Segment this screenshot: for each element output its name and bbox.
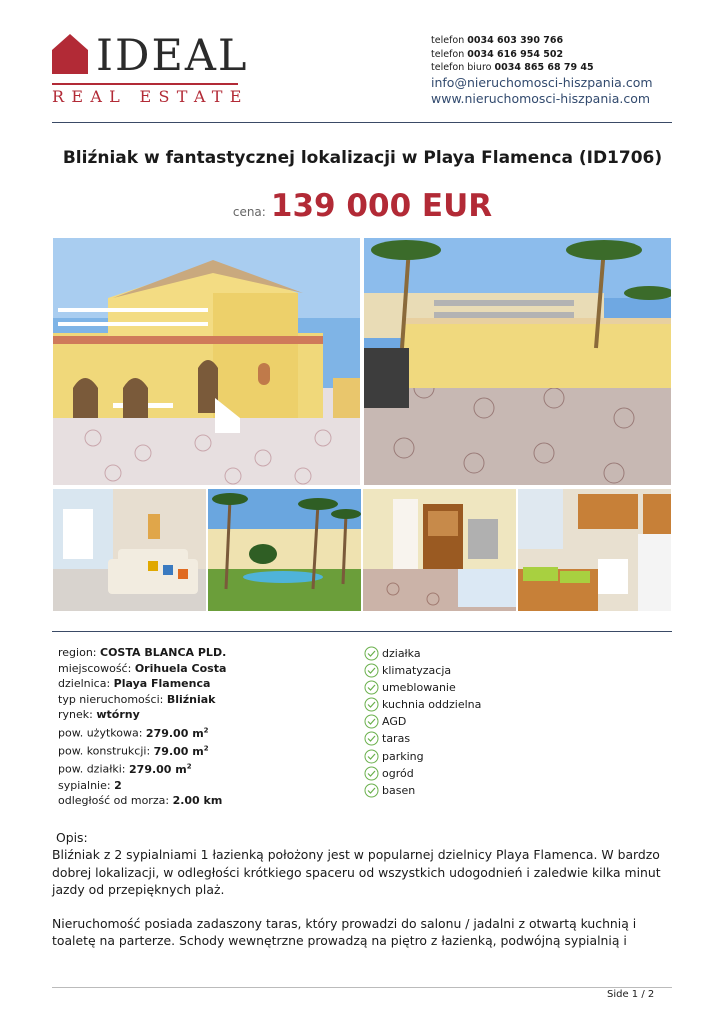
- photo-house-exterior[interactable]: [53, 238, 360, 485]
- email-link[interactable]: info@nieruchomosci-hiszpania.com: [431, 74, 653, 90]
- feature-item: AGD: [364, 713, 564, 730]
- phone-1: telefon 0034 603 390 766: [431, 35, 564, 46]
- details-list: [58, 645, 358, 809]
- price-value: 139 000 EUR: [270, 188, 493, 224]
- photo-pool-garden[interactable]: [208, 489, 361, 611]
- detail-plot-area: pow. działki: 279.00 $m^2$: [58, 762, 192, 777]
- detail-region: region: COSTA BLANCA PLD.: [58, 646, 227, 659]
- feature-item: kuchnia oddzielna: [364, 696, 564, 713]
- detail-usable-area: pow. użytkowa: 279.00 $m^2$: [58, 725, 209, 740]
- check-icon: [364, 663, 379, 678]
- phone-office: telefon biuro 0034 865 68 79 45: [431, 62, 594, 73]
- photo-dining-room[interactable]: [363, 489, 516, 611]
- detail-market: rynek: wtórny: [58, 708, 140, 722]
- description-paragraph-2: Nieruchomość posiada zadaszony taras, który prowadzi do salonu / jadalni z otwartą kuchnią i toaletę na parterze. Schody wewnętrzne prowadzą na piętro z łazienką, podwójną sypialnią i: [52, 916, 637, 949]
- description-paragraph-1: Bliźniak z 2 sypialniami 1 łazienką położony jest w popularnej dzielnicy Playa Flamenca. W bardzo dobrej lokalizacji, w odległości krótkiego spaceru od wszystkich udogodnień i zaledwie kilka minut jazdy od przepięknych plaż.: [52, 847, 661, 897]
- check-icon: [364, 766, 379, 781]
- description-heading: Opis:: [56, 830, 88, 845]
- features-list: [364, 645, 564, 799]
- house-logo-icon: [52, 34, 88, 74]
- feature-item: ogród: [364, 765, 564, 782]
- detail-sea-distance: odległość od morza: 2.00 km: [58, 794, 223, 808]
- feature-item: parking: [364, 748, 564, 765]
- price-label: cena:: [232, 205, 266, 219]
- contact-block: [431, 34, 691, 108]
- photo-terrace[interactable]: [364, 238, 671, 485]
- price: [0, 188, 725, 224]
- check-icon: [364, 749, 379, 764]
- listing-title: Bliźniak w fantastycznej lokalizacji w Playa Flamenca (ID1706): [62, 148, 663, 168]
- footer-divider: [52, 987, 672, 988]
- page-number: Side 1 / 2: [607, 989, 655, 1000]
- brand-name: IDEAL: [96, 31, 249, 81]
- website-link[interactable]: www.nieruchomosci-hiszpania.com: [431, 91, 651, 106]
- feature-item: basen: [364, 782, 564, 799]
- photo-kitchen[interactable]: [518, 489, 671, 611]
- feature-item: działka: [364, 645, 564, 662]
- logo-divider: [52, 83, 238, 85]
- detail-bedrooms: sypialnie: 2: [58, 778, 122, 792]
- detail-property-type: typ nieruchomości: Bliźniak: [58, 692, 216, 706]
- feature-item: klimatyzacja: [364, 662, 564, 679]
- header-divider: [52, 122, 672, 123]
- photo-living-room[interactable]: [53, 489, 206, 611]
- check-icon: [364, 697, 379, 712]
- feature-item: taras: [364, 730, 564, 747]
- detail-district: dzielnica: Playa Flamenca: [58, 677, 211, 691]
- detail-town: miejscowość: Orihuela Costa: [58, 661, 227, 675]
- detail-built-area: pow. konstrukcji: 79.00 $m^2$: [58, 744, 209, 758]
- check-icon: [364, 731, 379, 746]
- check-icon: [364, 646, 379, 661]
- phone-2: telefon 0034 616 954 502: [431, 48, 564, 60]
- description: [52, 829, 667, 950]
- logo: [52, 32, 252, 112]
- check-icon: [364, 714, 379, 729]
- check-icon: [364, 680, 379, 695]
- check-icon: [364, 783, 379, 798]
- photos-divider: [52, 631, 672, 632]
- brand-tagline: REAL ESTATE: [52, 87, 249, 106]
- feature-item: umeblowanie: [364, 679, 564, 696]
